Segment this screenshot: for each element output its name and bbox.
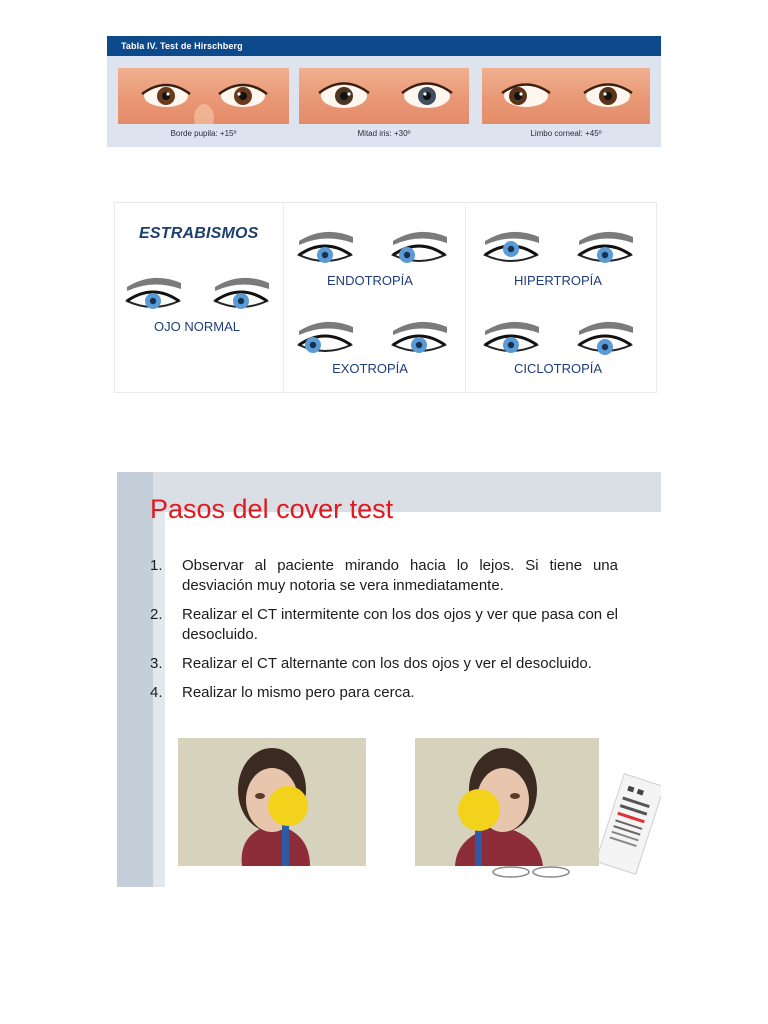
cover-test-photo-right (415, 738, 599, 866)
strabismus-title: ESTRABISMOS (139, 225, 259, 242)
step-number: 1. (150, 557, 163, 574)
step-item (150, 683, 618, 703)
step-item (150, 556, 618, 596)
steps-list (150, 556, 618, 712)
step-item (150, 605, 618, 645)
step-text: Realizar el CT alternante con los dos ojos y ver el desocluido. (182, 655, 592, 672)
eyes-normal-illustration (123, 273, 273, 317)
step-number: 3. (150, 655, 163, 672)
step-number: 4. (150, 684, 163, 701)
step-text: Realizar lo mismo pero para cerca. (182, 684, 415, 701)
hirschberg-photo-1 (118, 68, 289, 124)
cover-test-slide (117, 472, 661, 887)
label-ojo-normal: OJO NORMAL (154, 319, 240, 334)
hirschberg-photo-3 (482, 68, 650, 124)
patient-occluder-icon (415, 738, 599, 866)
label-hipertropia: HIPERTROPÍA (514, 273, 602, 288)
eyes-icon (299, 68, 469, 124)
eyes-endotropia-illustration (295, 227, 451, 271)
hirschberg-caption-3: Limbo corneal: +45º (530, 129, 602, 138)
eyes-hipertropia-illustration (481, 227, 637, 271)
hirschberg-table (107, 36, 661, 147)
step-number: 2. (150, 606, 163, 623)
hirschberg-table-header: Tabla IV. Test de Hirschberg (107, 36, 661, 56)
patient-occluder-icon (178, 738, 366, 866)
eyes-icon (482, 68, 650, 124)
label-exotropia: EXOTROPÍA (332, 361, 408, 376)
panel-divider (283, 203, 284, 392)
label-endotropia: ENDOTROPÍA (327, 273, 413, 288)
glasses-icon (489, 864, 573, 880)
hirschberg-caption-2: Mitad iris: +30º (357, 129, 411, 138)
strabismus-panel (114, 202, 657, 393)
label-ciclotropia: CICLOTROPÍA (513, 361, 603, 376)
eyes-icon (118, 68, 289, 124)
cover-test-photo-left (178, 738, 366, 866)
reading-card-icon (599, 772, 661, 876)
hirschberg-caption-1: Borde pupila: +15º (170, 129, 237, 138)
eyes-exotropia-illustration (295, 317, 451, 361)
slide-side-bar (117, 472, 153, 887)
slide-title: Pasos del cover test (150, 494, 394, 524)
step-text: Observar al paciente mirando hacia lo lejos. Si tiene una desviación muy notoria se vera inmediatamente. (182, 557, 618, 594)
hirschberg-photo-2 (299, 68, 469, 124)
step-text: Realizar el CT intermitente con los dos ojos y ver que pasa con el desocluido. (182, 606, 618, 643)
step-item (150, 654, 618, 674)
eyes-ciclotropia-illustration (481, 317, 637, 361)
panel-divider (465, 203, 466, 392)
